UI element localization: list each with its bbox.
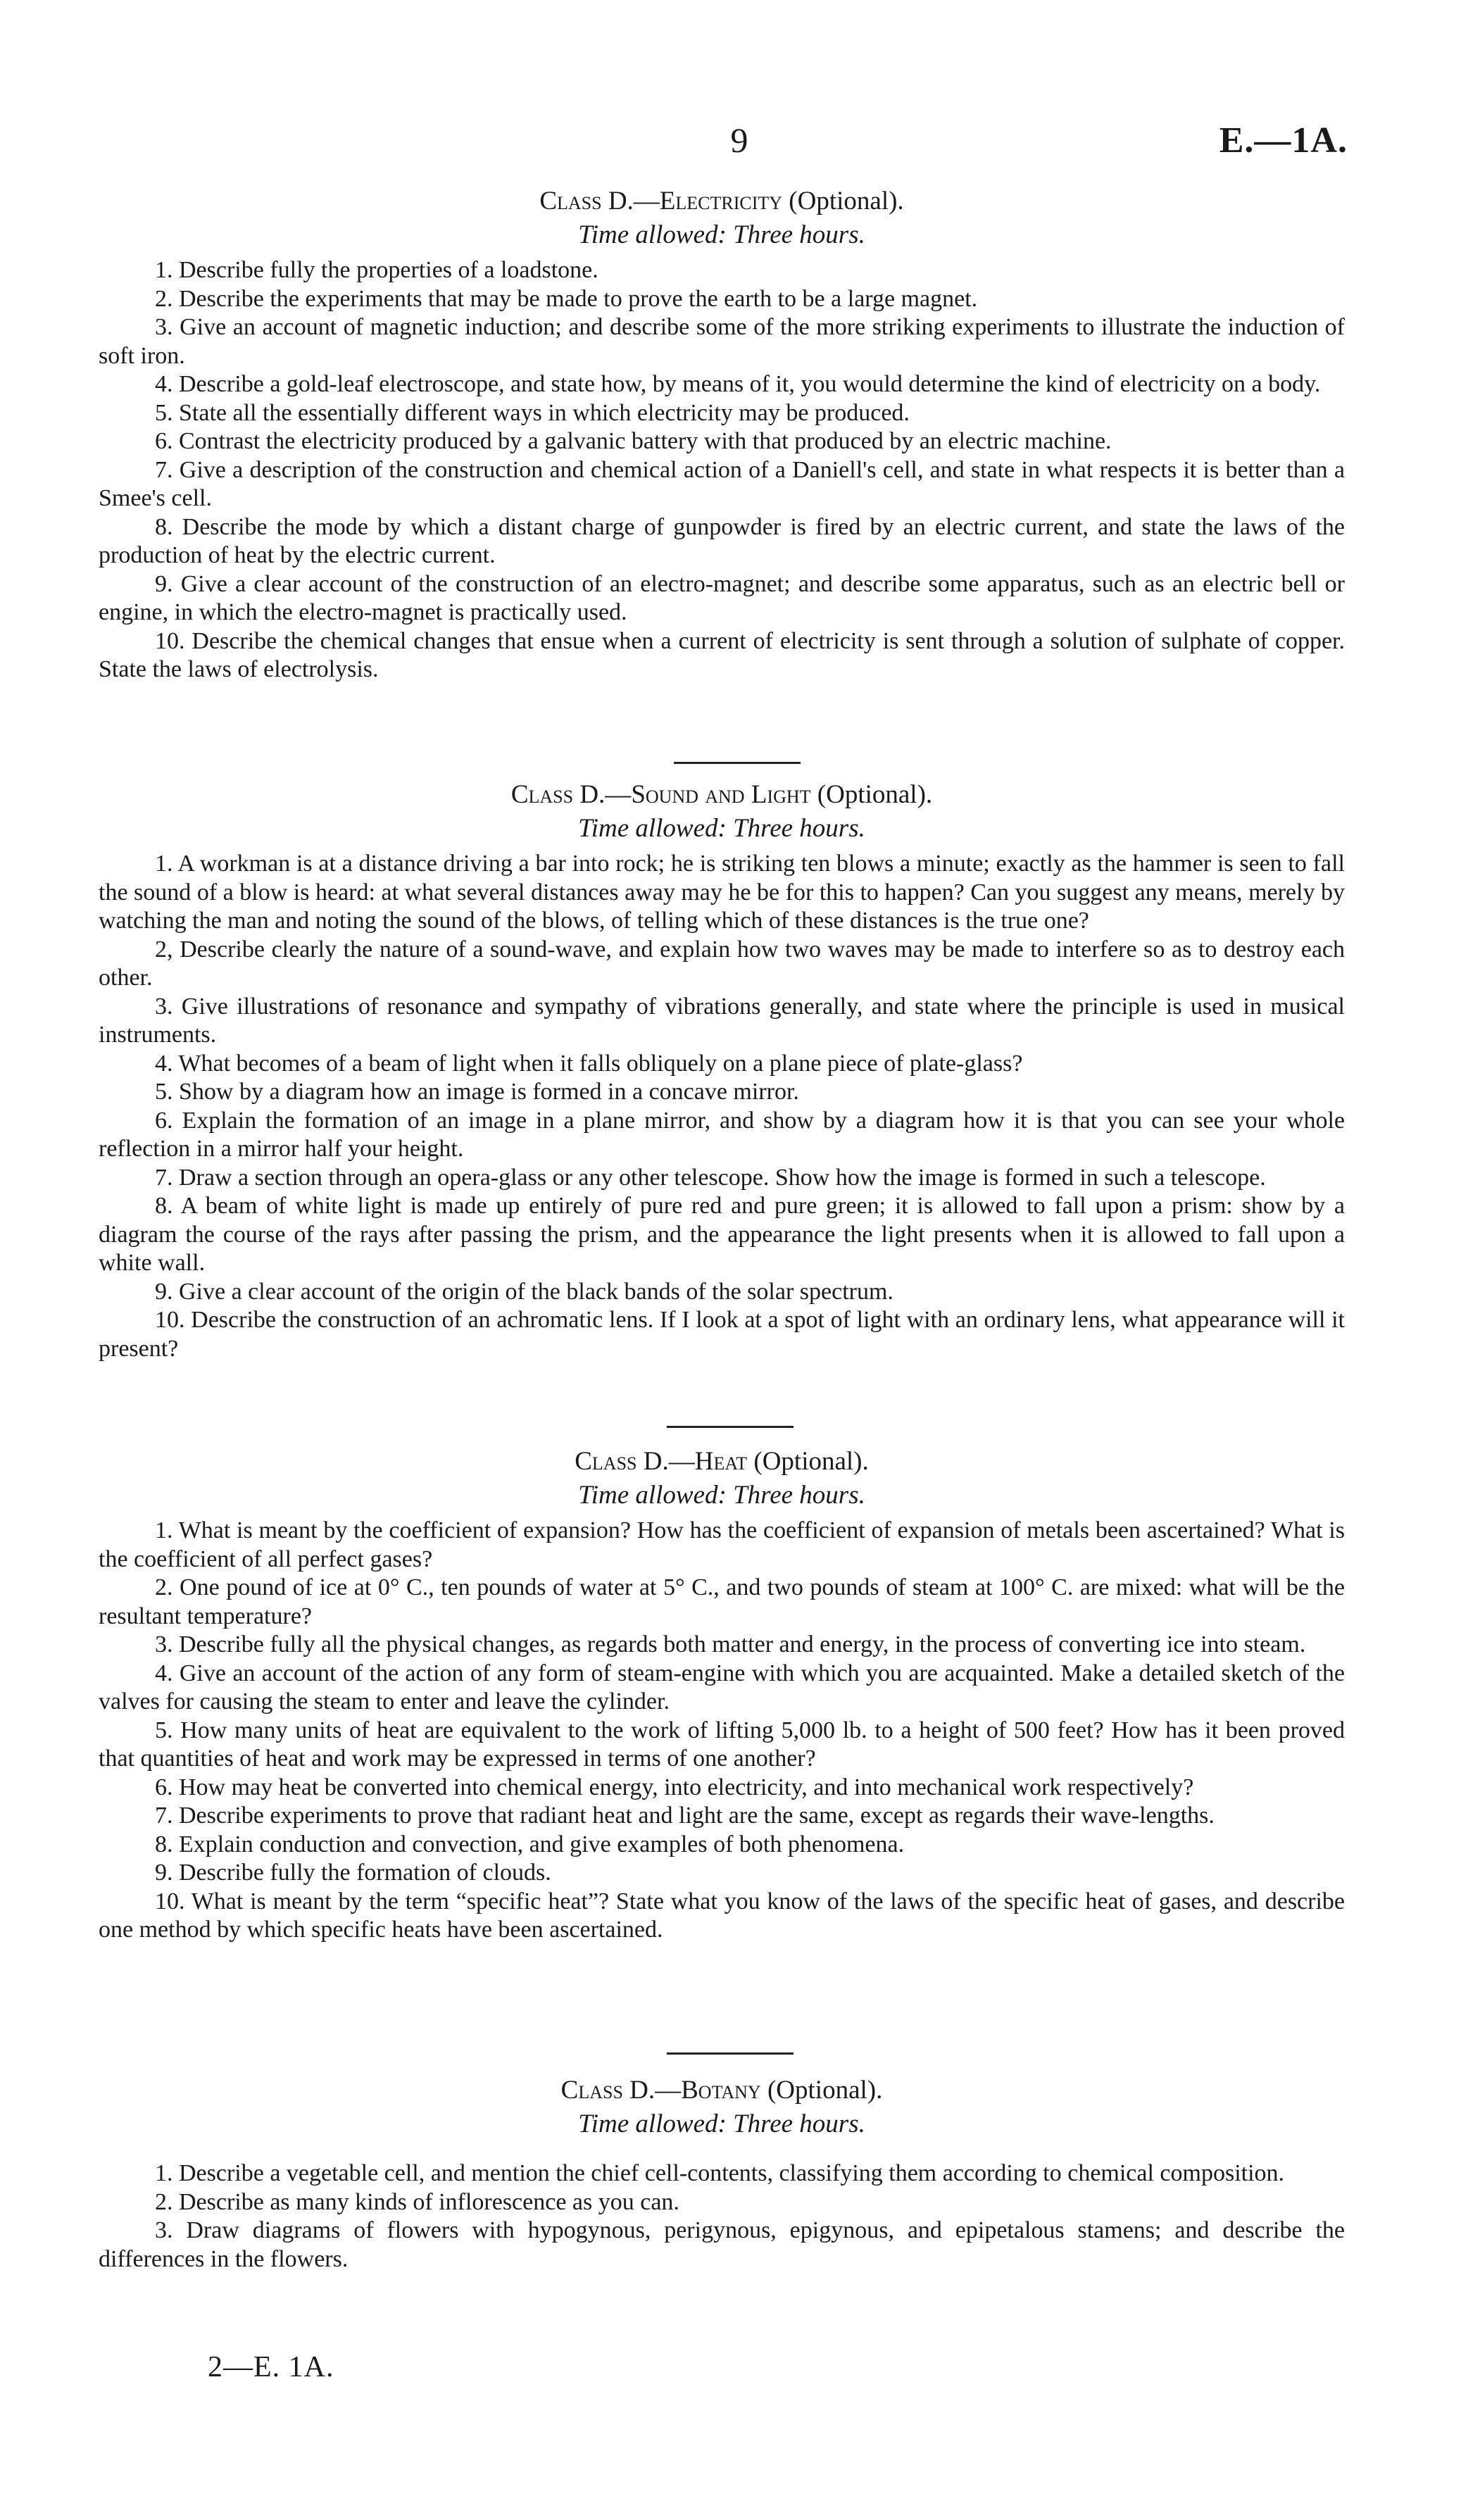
time-allowed: Time allowed: Three hours. [578, 1481, 865, 1510]
question: 6. Explain the formation of an image in a plane mirror, and show by a diagram how it is that you can see your whole reflection in a mirror half your height. [99, 1107, 1345, 1162]
section-electricity [99, 184, 1345, 684]
question: 5. How many units of heat are equivalent to the work of lifting 5,000 lb. to a height of 500 feet? How has it been proved that quantities of heat and work may be expressed in terms of one another? [99, 1717, 1345, 1772]
question: 7. Give a description of the construction and chemical action of a Daniell's cell, and state in what respects it is better than a Smee's cell. [99, 456, 1345, 511]
question: 2. Describe as many kinds of inflorescence as you can. [155, 2188, 679, 2215]
section-heat [99, 1445, 1345, 1945]
question: 5. State all the essentially different ways in which electricity may be produced. [155, 399, 910, 426]
question: 3. Draw diagrams of flowers with hypogynous, perigynous, epigynous, and epipetalous stamens; and describe the differences in the flowers. [99, 2217, 1345, 2272]
question: 8. Explain conduction and convection, and give examples of both phenomena. [155, 1831, 905, 1857]
section-divider [674, 762, 801, 764]
time-allowed: Time allowed: Three hours. [578, 2110, 865, 2138]
section-divider [667, 1426, 794, 1428]
question: 9. Give a clear account of the origin of the black bands of the solar spectrum. [155, 1278, 893, 1305]
section-sound-and-light [99, 778, 1345, 1363]
section-title: Class D.—Sound and Light (Optional). [510, 780, 933, 809]
printer-signature: 2—E. 1A. [208, 2351, 334, 2383]
question: 4. Give an account of the action of any form of steam-engine with which you are acquainted. Make a detailed sketch of the valves for causing the steam to enter and leave the cylinder. [99, 1660, 1345, 1715]
question: 2. One pound of ice at 0° C., ten pounds of water at 5° C., and two pounds of steam at 100° C. are mixed: what will be the resultant temperature? [99, 1574, 1345, 1629]
section-divider [667, 2052, 794, 2055]
question: 5. Show by a diagram how an image is formed in a concave mirror. [155, 1079, 799, 1105]
question: 2. Describe the experiments that may be made to prove the earth to be a large magnet. [155, 285, 978, 312]
question: 1. What is meant by the coefficient of expansion? How has the coefficient of expansion of metals been ascertained? What is the coefficient of all perfect gases? [99, 1517, 1345, 1572]
question: 10. Describe the chemical changes that ensue when a current of electricity is sent through a solution of sulphate of copper. State the laws of electrolysis. [99, 627, 1345, 682]
question: 1. Describe a vegetable cell, and mention the chief cell-contents, classifying them according to chemical composition. [155, 2160, 1285, 2186]
question: 8. Describe the mode by which a distant charge of gunpowder is fired by an electric current, and state the laws of the production of heat by the electric current. [99, 513, 1345, 568]
question: 10. What is meant by the term “specific heat”? State what you know of the laws of the specific heat of gases, and describe one method by which specific heats have been ascertained. [99, 1888, 1345, 1943]
question: 3. Give an account of magnetic induction; and describe some of the more striking experiments to illustrate the induction of soft iron. [99, 314, 1345, 369]
time-allowed: Time allowed: Three hours. [578, 220, 865, 249]
section-botany [99, 2074, 1345, 2274]
question: 4. What becomes of a beam of light when it falls obliquely on a plane piece of plate-glass? [155, 1050, 1023, 1077]
question: 6. How may heat be converted into chemical energy, into electricity, and into mechanical work respectively? [155, 1774, 1194, 1800]
question: 1. Describe fully the properties of a loadstone. [155, 257, 598, 283]
section-title: Class D.—Electricity (Optional). [539, 187, 904, 215]
question: 9. Give a clear account of the construction of an electro-magnet; and describe some apparatus, such as an electric bell or engine, in which the electro-magnet is practically used. [99, 570, 1345, 625]
question: 1. A workman is at a distance driving a bar into rock; he is striking ten blows a minute; exactly as the hammer is seen to fall the sound of a blow is heard: at what several distances away may he be for this to happen? Can you suggest any means, merely by watching the man and noting the sound of the blows, of telling which of these distances is the true one? [99, 851, 1345, 934]
question: 3. Give illustrations of resonance and sympathy of vibrations generally, and state where the principle is used in musical instruments. [99, 993, 1345, 1048]
section-title: Class D.—Heat (Optional). [575, 1447, 869, 1476]
question: 2, Describe clearly the nature of a sound-wave, and explain how two waves may be made to interfere so as to destroy each other. [99, 936, 1345, 991]
document-reference: E.—1A. [1219, 120, 1348, 161]
question: 6. Contrast the electricity produced by a galvanic battery with that produced by an electric machine. [155, 428, 1112, 454]
question: 3. Describe fully all the physical changes, as regards both matter and energy, in the process of converting ice into steam. [155, 1631, 1306, 1657]
question: 7. Draw a section through an opera-glass or any other telescope. Show how the image is formed in such a telescope. [155, 1164, 1266, 1191]
question: 4. Describe a gold-leaf electroscope, and state how, by means of it, you would determine the kind of electricity on a body. [155, 371, 1321, 397]
question: 9. Describe fully the formation of clouds. [155, 1860, 551, 1886]
question: 8. A beam of white light is made up entirely of pure red and pure green; it is allowed to fall upon a prism: show by a diagram the course of the rays after passing the prism, and the appearance the light presents when it is allowed to fall upon a white wall. [99, 1193, 1345, 1276]
question: 10. Describe the construction of an achromatic lens. If I look at a spot of light with an ordinary lens, what appearance will it present? [99, 1307, 1345, 1362]
section-title: Class D.—Botany (Optional). [560, 2076, 883, 2105]
time-allowed: Time allowed: Three hours. [578, 814, 865, 843]
question: 7. Describe experiments to prove that radiant heat and light are the same, except as regards their wave-lengths. [155, 1803, 1215, 1829]
page-number: 9 [730, 120, 748, 160]
